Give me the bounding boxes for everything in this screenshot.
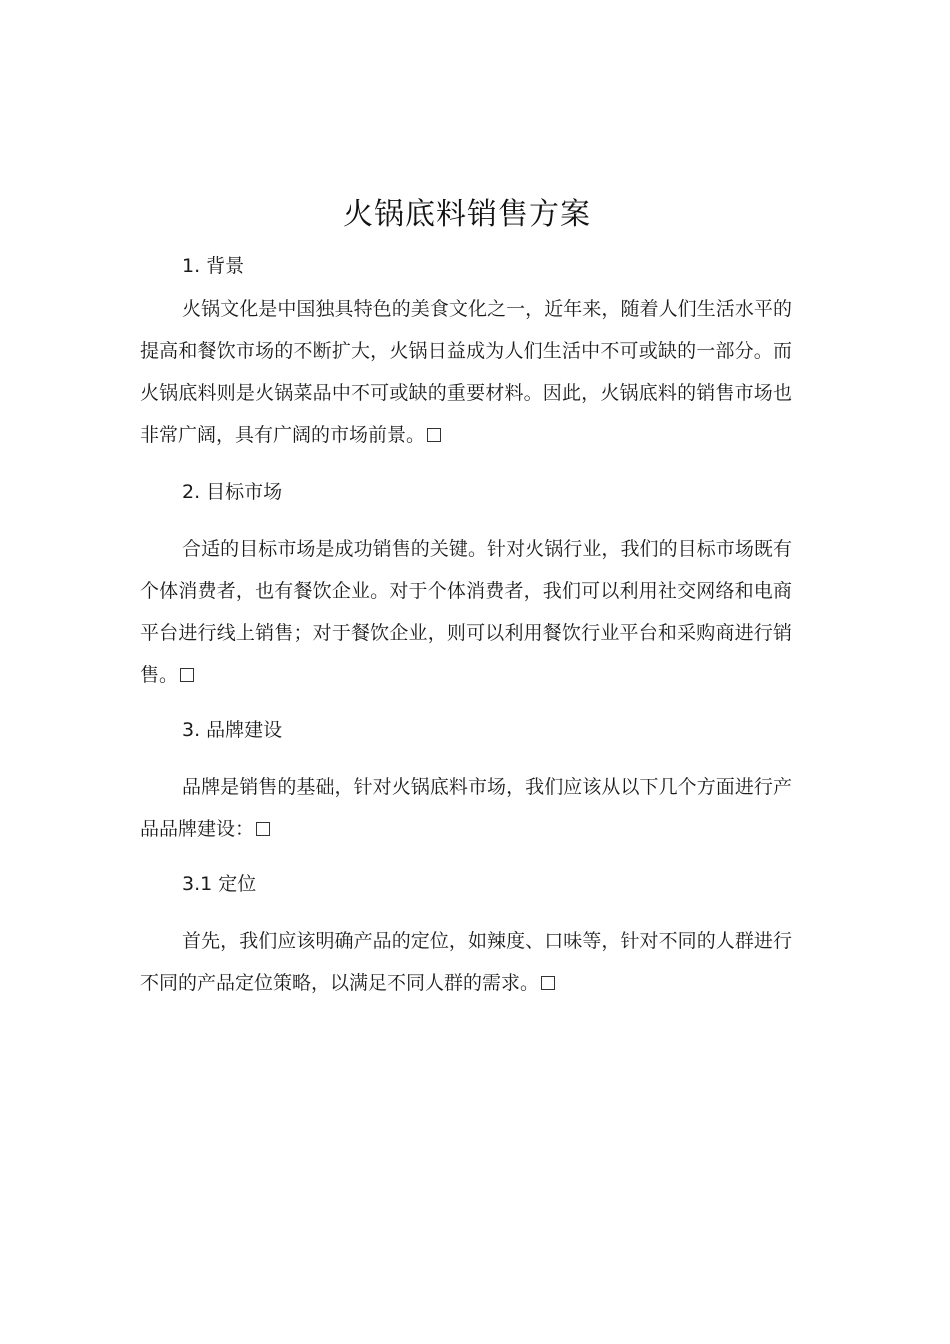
section-heading-positioning: 3.1 定位 xyxy=(182,873,257,895)
section-paragraph-brand-building xyxy=(140,766,792,850)
section-heading-target-market: 2. 目标市场 xyxy=(182,481,283,503)
paragraph-text: 合适的目标市场是成功销售的关键。针对火锅行业，我们的目标市场既有个体消费者，也有餐饮企业。对于个体消费者，我们可以利用社交网络和电商平台进行线上销售；对于餐饮企业，则可以利用餐饮行业平台和采购商进行销售。 xyxy=(140,538,792,686)
placeholder-box-icon xyxy=(541,976,555,990)
placeholder-box-icon xyxy=(256,822,270,836)
section-heading-brand-building: 3. 品牌建设 xyxy=(182,719,283,741)
paragraph-text: 品牌是销售的基础，针对火锅底料市场，我们应该从以下几个方面进行产品品牌建设： xyxy=(140,776,792,840)
section-paragraph-background xyxy=(140,288,792,456)
section-paragraph-positioning xyxy=(140,920,792,1004)
section-paragraph-target-market xyxy=(140,528,792,696)
placeholder-box-icon xyxy=(180,668,194,682)
section-heading-background: 1. 背景 xyxy=(182,255,245,277)
paragraph-text: 首先，我们应该明确产品的定位，如辣度、口味等，针对不同的人群进行不同的产品定位策略，以满足不同人群的需求。 xyxy=(140,930,792,994)
placeholder-box-icon xyxy=(427,428,441,442)
document-title: 火锅底料销售方案 xyxy=(343,197,591,232)
paragraph-text: 火锅文化是中国独具特色的美食文化之一，近年来，随着人们生活水平的提高和餐饮市场的不断扩大，火锅日益成为人们生活中不可或缺的一部分。而火锅底料则是火锅菜品中不可或缺的重要材料。因此，火锅底料的销售市场也非常广阔，具有广阔的市场前景。 xyxy=(140,298,792,446)
